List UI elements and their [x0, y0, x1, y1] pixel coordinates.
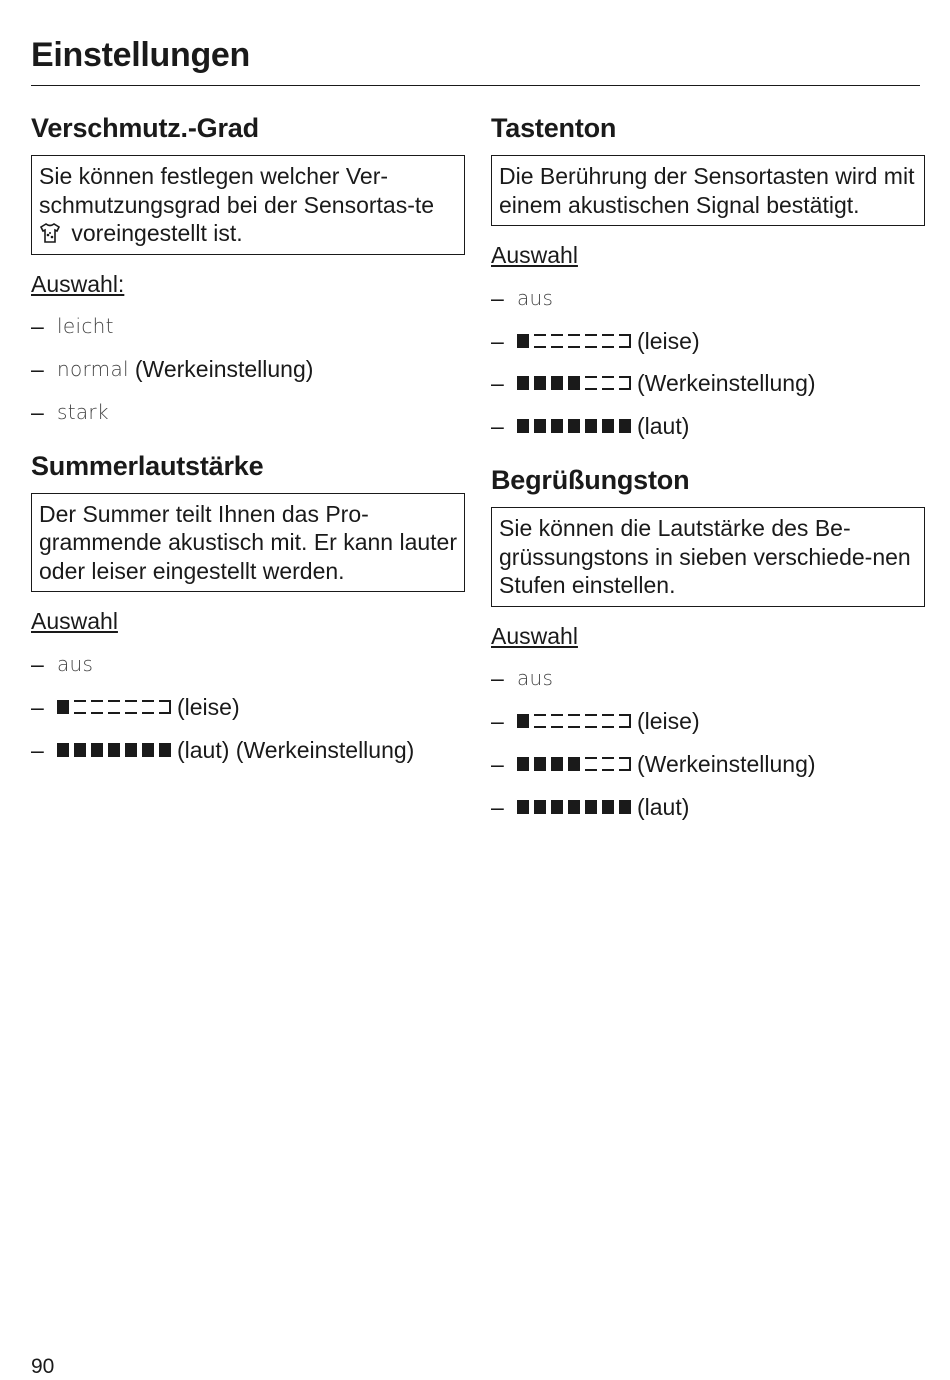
volume-bar-filled [568, 376, 580, 390]
volume-bar-empty [585, 334, 597, 348]
option-list [491, 663, 925, 821]
volume-bar-filled [159, 743, 171, 757]
option-note: (laut) (Werkeinstellung) [177, 736, 415, 763]
volume-bar-filled [551, 800, 563, 814]
volume-bar-filled [57, 700, 69, 714]
volume-bar-empty [585, 714, 597, 728]
volume-bar-empty [534, 334, 546, 348]
volume-bar-empty [619, 714, 631, 728]
display-text: aus [57, 652, 94, 677]
section-heading: Summerlautstärke [31, 450, 264, 481]
volume-bar-empty [91, 700, 103, 714]
display-text: stark [57, 399, 109, 424]
option-list [31, 649, 465, 765]
option-list [31, 311, 465, 427]
option-aus: – aus [491, 665, 554, 692]
page-title: Einstellungen [31, 36, 251, 74]
volume-bar-filled [517, 419, 529, 433]
volume-bar-empty [585, 376, 597, 390]
volume-bar-empty [619, 757, 631, 771]
volume-bar-empty [108, 700, 120, 714]
display-text: aus [517, 666, 554, 691]
option-note: (Werkeinstellung) [134, 356, 314, 383]
volume-bar-filled [108, 743, 120, 757]
option-leise: – (leise) [31, 693, 240, 720]
volume-bar-empty [619, 334, 631, 348]
volume-bar-filled [534, 419, 546, 433]
display-text: leicht [57, 314, 114, 339]
info-text: Sie können festlegen welcher Ver-schmutzungsgrad bei der Sensortas-te [39, 163, 435, 218]
volume-bar-filled [517, 757, 529, 771]
volume-bar-filled [568, 800, 580, 814]
volume-bar-filled [568, 419, 580, 433]
section-tastenton [491, 110, 925, 441]
volume-bar-empty [142, 700, 154, 714]
volume-bar-filled [517, 714, 529, 728]
volume-bars-indicator [517, 757, 631, 771]
option-werkeinstellung: – (Werkeinstellung) [491, 370, 816, 397]
info-box: Die Berührung der Sensortasten wird mit einem akustischen Signal bestätigt. [491, 155, 925, 226]
auswahl-label: Auswahl [491, 622, 578, 649]
option-laut: – (laut) (Werkeinstellung) [31, 736, 415, 763]
option-list [491, 283, 925, 441]
display-text: normal [57, 357, 129, 382]
info-box: Der Summer teilt Ihnen das Pro-grammende akustisch mit. Er kann lauter oder leiser eingestellt werden. [31, 493, 465, 593]
option-laut: – (laut) [491, 793, 690, 820]
option-stark: – stark [31, 398, 109, 425]
section-heading: Verschmutz.-Grad [31, 113, 259, 143]
left-column [31, 110, 465, 765]
option-note: (leise) [177, 693, 240, 720]
auswahl-label: Auswahl: [31, 270, 125, 297]
section-verschmutz-grad [31, 110, 465, 427]
volume-bar-filled [602, 419, 614, 433]
option-aus: – aus [491, 284, 554, 311]
volume-bar-filled [585, 419, 597, 433]
volume-bars-indicator [517, 800, 631, 814]
volume-bar-filled [57, 743, 69, 757]
option-note: (leise) [637, 327, 700, 354]
section-heading: Tastenton [491, 113, 617, 143]
volume-bar-filled [517, 376, 529, 390]
info-text-end: voreingestellt ist. [65, 220, 243, 246]
volume-bar-empty [568, 714, 580, 728]
section-heading: Begrüßungston [491, 465, 690, 496]
volume-bar-filled [619, 800, 631, 814]
auswahl-label: Auswahl [31, 608, 118, 635]
volume-bar-filled [91, 743, 103, 757]
volume-bar-empty [568, 334, 580, 348]
option-aus: – aus [31, 651, 94, 678]
option-leise: – (leise) [491, 708, 700, 735]
volume-bars-indicator [517, 376, 631, 390]
right-column [491, 110, 925, 822]
volume-bar-empty [159, 700, 171, 714]
option-note: (laut) [637, 413, 690, 440]
section-summerlautstaerke [31, 448, 465, 765]
volume-bar-filled [74, 743, 86, 757]
volume-bar-empty [602, 376, 614, 390]
option-leise: – (leise) [491, 327, 700, 354]
option-normal: – normal (Werkeinstellung) [31, 356, 314, 383]
option-note: (laut) [637, 793, 690, 820]
volume-bars-indicator [57, 700, 171, 714]
volume-bar-filled [534, 800, 546, 814]
option-note: (Werkeinstellung) [637, 751, 816, 778]
shirt-stain-icon [39, 222, 61, 244]
volume-bar-filled [517, 334, 529, 348]
display-text: aus [517, 285, 554, 310]
volume-bar-filled [142, 743, 154, 757]
option-note: (Werkeinstellung) [637, 370, 816, 397]
section-begruessungston [491, 462, 925, 822]
option-note: (leise) [637, 708, 700, 735]
volume-bar-empty [585, 757, 597, 771]
title-divider [31, 85, 920, 86]
option-laut: – (laut) [491, 413, 690, 440]
volume-bar-filled [551, 757, 563, 771]
volume-bar-empty [534, 714, 546, 728]
volume-bars-indicator [57, 743, 171, 757]
volume-bars-indicator [517, 419, 631, 433]
volume-bar-filled [585, 800, 597, 814]
volume-bar-filled [551, 419, 563, 433]
volume-bar-empty [602, 757, 614, 771]
volume-bar-empty [125, 700, 137, 714]
info-box: Sie können die Lautstärke des Be-grüssungstons in sieben verschiede-nen Stufen einstellen. [491, 507, 925, 607]
volume-bar-filled [517, 800, 529, 814]
volume-bars-indicator [517, 334, 631, 348]
option-werkeinstellung: – (Werkeinstellung) [491, 751, 816, 778]
info-box [31, 155, 465, 255]
volume-bar-filled [534, 376, 546, 390]
volume-bar-filled [534, 757, 546, 771]
volume-bar-filled [619, 419, 631, 433]
volume-bars-indicator [517, 714, 631, 728]
volume-bar-filled [568, 757, 580, 771]
volume-bar-filled [125, 743, 137, 757]
volume-bar-empty [74, 700, 86, 714]
auswahl-label: Auswahl [491, 242, 578, 268]
volume-bar-filled [551, 376, 563, 390]
volume-bar-empty [602, 714, 614, 728]
volume-bar-filled [602, 800, 614, 814]
page-number: 90 [31, 1355, 55, 1378]
volume-bar-empty [619, 376, 631, 390]
volume-bar-empty [551, 714, 563, 728]
option-leicht: – leicht [31, 313, 114, 340]
volume-bar-empty [551, 334, 563, 348]
volume-bar-empty [602, 334, 614, 348]
